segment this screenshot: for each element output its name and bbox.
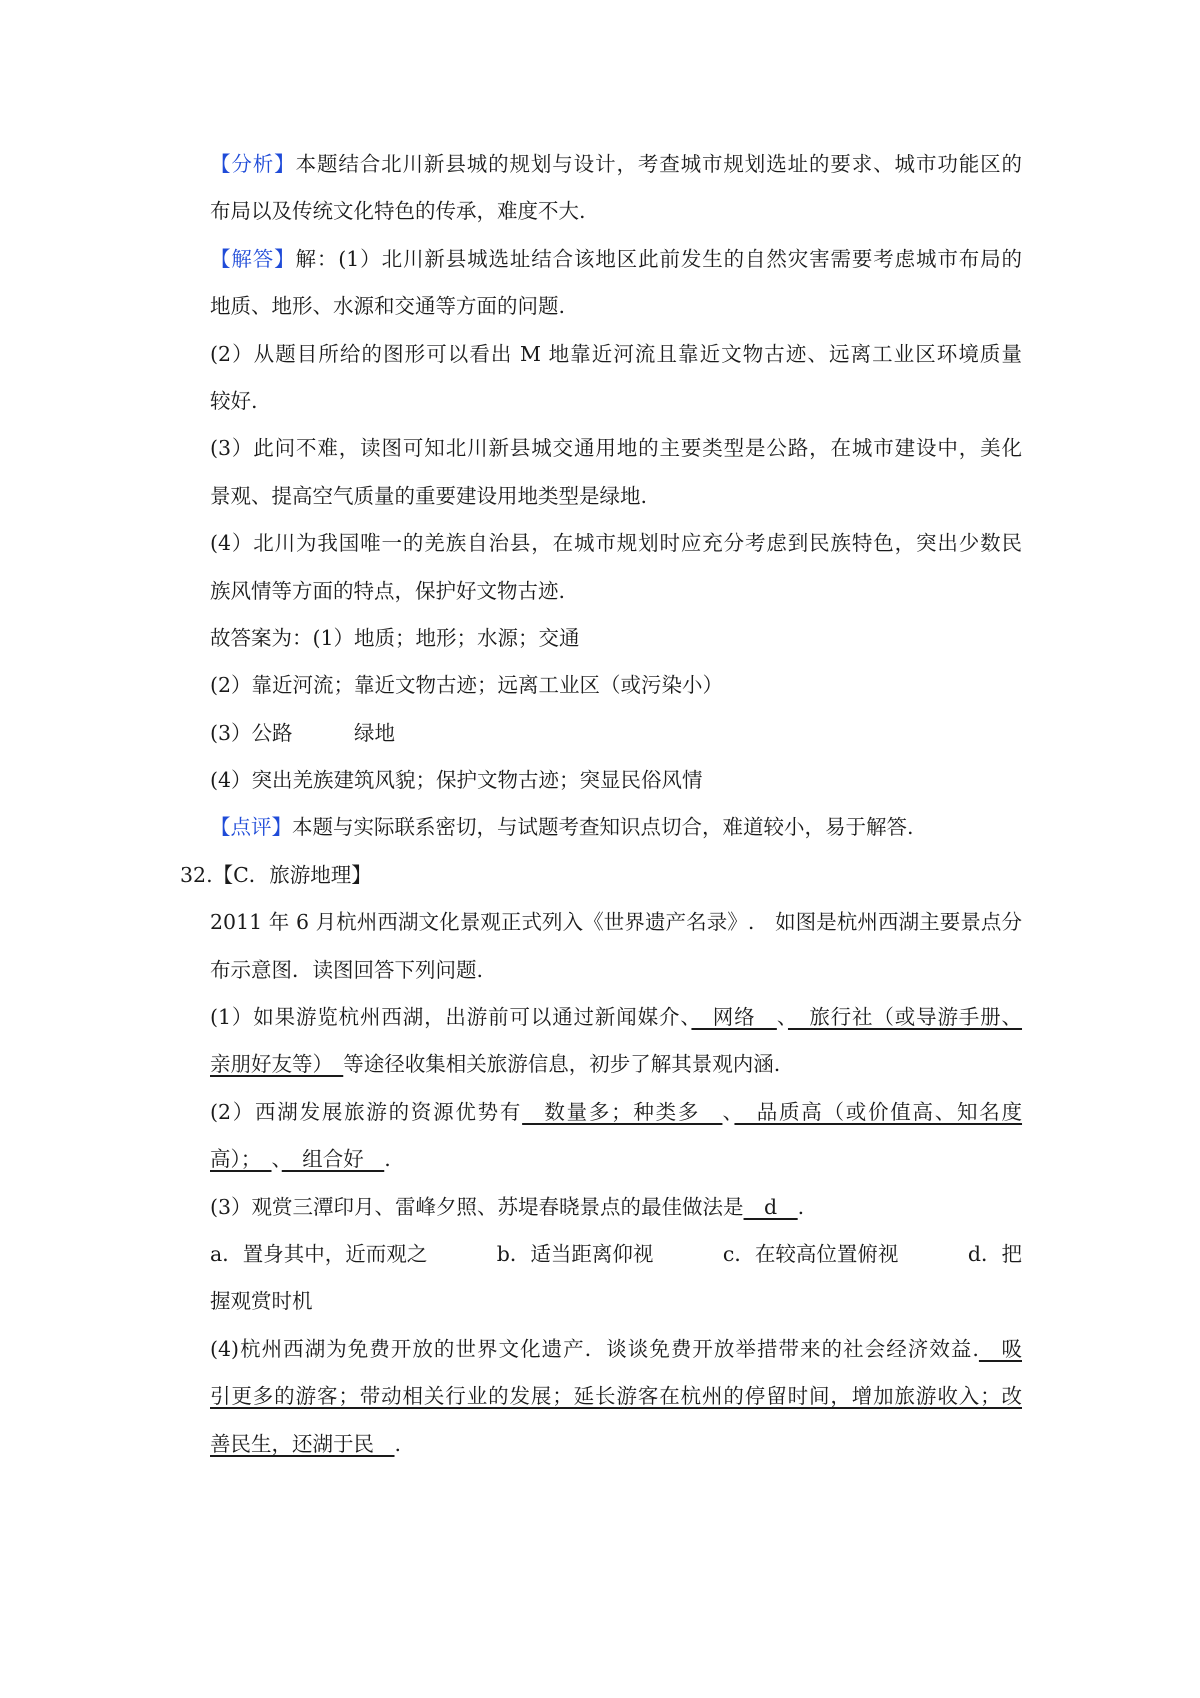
option-b: b．适当距离仰视 bbox=[496, 1241, 654, 1266]
answer-blank-travel-agency: 旅行社（或导游手册、 bbox=[787, 1005, 1023, 1030]
answer-blank-network: 网络 bbox=[691, 1005, 777, 1030]
answer-blank-d: d bbox=[743, 1194, 798, 1219]
q32-sub2-line-2 bbox=[210, 1145, 1022, 1192]
q32-sub2-text: (2）西湖发展旅游的资源优势有 bbox=[210, 1099, 523, 1124]
period: . bbox=[394, 1431, 402, 1456]
answer-text: 解：(1）北川新县城选址结合该地区此前发生的自然灾害需要考虑城市布局的 bbox=[295, 246, 1022, 271]
q32-options-line bbox=[210, 1240, 1022, 1287]
q32-sub1-text: (1）如果游览杭州西湖，出游前可以通过新闻媒介、 bbox=[210, 1005, 692, 1030]
q32-sub2-line-1 bbox=[210, 1098, 1022, 1145]
comment-text: 本题与实际联系密切，与试题考查知识点切合，难道较小，易于解答. bbox=[292, 815, 914, 840]
q32-sub3-line bbox=[210, 1193, 1022, 1240]
final-answer-2: (2）靠近河流；靠近文物古迹；远离工业区（或污染小） bbox=[210, 673, 724, 698]
answer-blank-quality: 品质高（或价值高、知名度 bbox=[734, 1099, 1023, 1124]
q32-intro-line-2: 布示意图．读图回答下列问题. bbox=[210, 957, 484, 982]
answer-p4-line-2: 族风情等方面的特点，保护好文物古迹. bbox=[210, 578, 566, 603]
answer-blank-benefit-cont: 引更多的游客；带动相关行业的发展；延长游客在杭州的停留时间，增加旅游收入；改 bbox=[210, 1384, 1022, 1409]
answer-line-1 bbox=[210, 245, 1022, 292]
option-d-continued: 握观赏时机 bbox=[210, 1289, 313, 1314]
answer-blank-benefit: 吸 bbox=[978, 1336, 1022, 1361]
comment-label: 【点评】 bbox=[210, 815, 292, 840]
question-32-heading: 32.【C．旅游地理】 bbox=[180, 862, 372, 887]
q32-sub4-line-3 bbox=[210, 1430, 1022, 1477]
analysis-line-2: 布局以及传统文化特色的传承，难度不大. bbox=[210, 199, 586, 224]
period: . bbox=[384, 1147, 391, 1172]
final-answer-intro: 故答案为：(1）地质；地形；水源；交通 bbox=[210, 625, 580, 650]
q32-sub4-text: (4)杭州西湖为免费开放的世界文化遗产．谈谈免费开放举措带来的社会经济效益. bbox=[210, 1336, 979, 1361]
q32-intro-line-1: 2011 年 6 月杭州西湖文化景观正式列入《世界遗产名录》. 如图是杭州西湖主要景点分 bbox=[210, 910, 1022, 935]
q32-sub4-line-1 bbox=[210, 1335, 1022, 1382]
answer-blank-travel-agency-cont: 亲朋好友等） bbox=[210, 1052, 344, 1077]
q32-sub1-line-1 bbox=[210, 1003, 1022, 1050]
q32-sub4-line-2 bbox=[210, 1382, 1022, 1429]
page-content bbox=[0, 150, 1200, 1477]
option-a: a．置身其中，近而观之 bbox=[210, 1241, 428, 1266]
final-answer-4: (4）突出羌族建筑风貌；保护文物古迹；突显民俗风情 bbox=[210, 768, 703, 793]
option-d: d．把 bbox=[967, 1241, 1022, 1266]
answer-p2-line-1: (2）从题目所给的图形可以看出 M 地靠近河流且靠近文物古迹、远离工业区环境质量 bbox=[210, 341, 1022, 366]
q32-sub1-tail: 等途径收集相关旅游信息，初步了解其景观内涵. bbox=[343, 1052, 781, 1077]
q32-sub1-line-2 bbox=[210, 1050, 1022, 1097]
period: . bbox=[797, 1194, 805, 1219]
separator: 、 bbox=[722, 1099, 735, 1124]
answer-blank-quantity: 数量多；种类多 bbox=[522, 1099, 723, 1124]
answer-line-2: 地质、地形、水源和交通等方面的问题. bbox=[210, 294, 566, 319]
analysis-line-1 bbox=[210, 150, 1022, 197]
analysis-text: 本题结合北川新县城的规划与设计，考查城市规划选址的要求、城市功能区的 bbox=[295, 152, 1023, 176]
answer-p4-line-1: (4）北川为我国唯一的羌族自治县，在城市规划时应充分考虑到民族特色，突出少数民 bbox=[210, 531, 1022, 556]
answer-label: 【解答】 bbox=[210, 246, 296, 271]
separator: 、 bbox=[776, 1005, 788, 1030]
answer-p3-line-2: 景观、提高空气质量的重要建设用地类型是绿地. bbox=[210, 483, 648, 508]
answer-blank-benefit-end: 善民生，还湖于民 bbox=[210, 1431, 395, 1456]
comment-line bbox=[210, 813, 1022, 860]
answer-blank-quality-cont: 高）； bbox=[210, 1147, 272, 1172]
answer-p3-line-1: (3）此问不难，读图可知北川新县城交通用地的主要类型是公路，在城市建设中，美化 bbox=[210, 436, 1022, 461]
separator: 、 bbox=[271, 1147, 282, 1172]
q32-sub3-text: (3）观赏三潭印月、雷峰夕照、苏堤春晓景点的最佳做法是 bbox=[210, 1194, 744, 1219]
answer-blank-combination: 组合好 bbox=[281, 1147, 385, 1172]
option-c: c．在较高位置俯视 bbox=[722, 1241, 899, 1266]
analysis-label: 【分析】 bbox=[210, 152, 296, 176]
final-answer-3: (3）公路 绿地 bbox=[210, 720, 396, 745]
answer-p2-line-2: 较好. bbox=[210, 388, 258, 413]
